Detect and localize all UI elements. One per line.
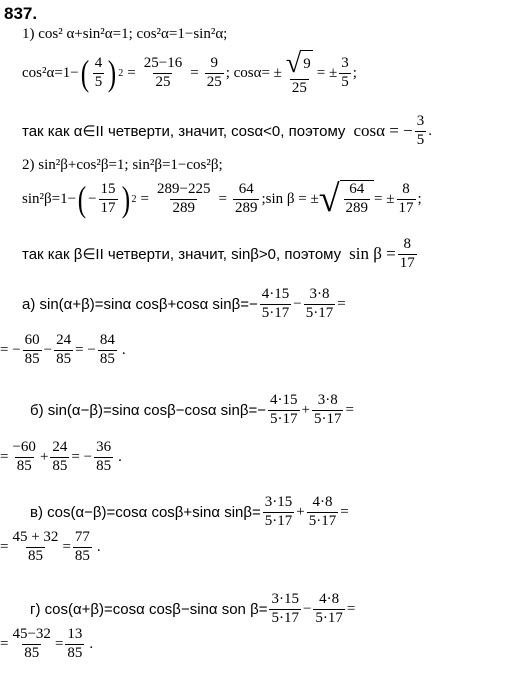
fraction: $\frac{45-32}{85}$ [12,626,51,661]
fraction: $\frac{4\cdot 15}{5\cdot 17}$ [261,286,290,321]
left-paren: ( [77,179,87,219]
fraction: $\frac{9}{25}$ [206,55,222,90]
part-a-line1: а) sin(α+β)=sinα cosβ+cosα sinβ=− $\frac{4\cdot 15}{5\cdot 17}$ − $\frac{3\cdot 8}{5\cdot 17}$ = [22,286,346,321]
fraction: $\frac{3}{5}$ [341,55,349,90]
part-b-line1: б) sin(α−β)=sinα cosβ−cosα sinβ=− $\frac{4\cdot 15}{5\cdot 17}$ + $\frac{3\cdot 8}{5\cdot 17}$ = [30,392,354,427]
fraction: $\frac{25-16}{25}$ [143,55,183,90]
expr-text: а) sin(α+β)=sinα cosβ+cosα sinβ=− [22,295,258,313]
fraction: $\frac{60}{85}$ [24,332,40,367]
fraction: $\frac{-60}{85}$ [12,439,36,474]
fraction: $\frac{8}{17}$ [398,180,414,216]
right-paren: ) [121,179,130,219]
left-paren: ( [80,53,89,94]
part2-conclusion-line [22,237,419,272]
part2-sin-line: sin²β=1− ( − $\frac{15}{17}$ ) 2 = $\frac{289-225}{289}$ = $\frac{64}{289}$ ;sin β = ± √ $\frac{64}{289}$ = ± $\frac{8}{17}$ ; [22,178,422,220]
expr-text: = ± [374,190,395,207]
expr-text: sin²β=1− [22,190,77,207]
fraction: $\frac{4\cdot 15}{5\cdot 17}$ [270,392,298,427]
fraction: $\frac{3\cdot 15}{5\cdot 17}$ [271,591,299,626]
fraction: $\frac{45 + 32}{85}$ [12,529,59,564]
fraction: $\frac{13}{85}$ [67,626,83,661]
sqrt-fraction: √ 9 25 [285,48,311,96]
fraction: $\frac{3\cdot 8}{5\cdot 17}$ [305,286,334,321]
fraction: $\frac{15}{17}$ [100,180,116,216]
expr-text: = ± [316,64,338,81]
square-root: √ $\frac{64}{289}$ [319,180,374,218]
fraction: $\frac{36}{85}$ [96,439,112,474]
conclusion-text: так как β∈II четверти, значит, sinβ>0, поэтому [22,246,342,264]
fraction: $\frac{84}{85}$ [99,332,115,367]
conclusion-text: так как α∈II четверти, значит, cosα<0, поэтому [22,123,346,141]
right-paren: ) [108,53,117,94]
part2-identity-line: 2) sin²β+cos²β=1; sin²β=1−cos²β; [22,157,223,173]
expr-text: cos²α=1− [22,64,79,81]
fraction: $\frac{8}{17}$ [399,236,415,271]
expr-text: ;sin β = ± [261,190,319,207]
part1-conclusion-line: так как α∈II четверти, значит, cosα<0, поэтому cosα = − $\frac{3}{5}$ . [22,113,432,148]
fraction: $\frac{3}{5}$ [416,113,425,148]
fraction: $\frac{4\cdot 8}{5\cdot 17}$ [308,494,337,529]
fraction: $\frac{24}{85}$ [56,332,72,367]
part1-cos-line: cos²α=1− ( $\frac{4}{5}$ ) 2 = $\frac{25-16}{25}$ = $\frac{9}{25}$ ; cosα= ± √ 9 25 = ± $\frac{3}{5}$ ; [22,48,357,96]
expr-text: г) cos(α+β)=cosα cosβ−sinα son β= [30,600,268,618]
part-d-line1: г) cos(α+β)=cosα cosβ−sinα son β= $\frac{3\cdot 15}{5\cdot 17}$ − $\frac{4\cdot 8}{5\cdot 17}$ = [30,591,356,626]
part-a-line2: = − $\frac{60}{85}$ − $\frac{24}{85}$ = − $\frac{84}{85}$ . [0,332,126,367]
part-b-line2: = $\frac{-60}{85}$ + $\frac{24}{85}$ = − $\frac{36}{85}$ . [0,439,122,474]
fraction: $\frac{4\cdot 8}{5\cdot 17}$ [315,591,343,626]
expr-text: б) sin(α−β)=sinα cosβ−cosα sinβ=− [30,401,266,419]
part-c-line2: = $\frac{45 + 32}{85}$ = $\frac{77}{85}$ . [0,529,101,564]
fraction: $\frac{3\cdot 8}{5\cdot 17}$ [313,392,342,427]
part1-identity-line: 1) cos² α+sin²α=1; cos²α=1−sin²α; [22,26,228,42]
fraction: $\frac{77}{85}$ [74,529,90,564]
fraction: $\frac{4}{5}$ [94,55,103,90]
fraction: $\frac{3\cdot 15}{5\cdot 17}$ [264,494,293,529]
expr-text: ; cosα= ± [225,64,282,81]
expr-text: в) cos(α−β)=cosα cosβ+sinα sinβ= [30,503,261,521]
part-c-line1: в) cos(α−β)=cosα cosβ+sinα sinβ= $\frac{3\cdot 15}{5\cdot 17}$ + $\frac{4\cdot 8}{5\cdot 17}$ = [30,494,349,529]
part-d-line2: = $\frac{45-32}{85}$ = $\frac{13}{85}$ . [0,626,94,661]
fraction: $\frac{24}{85}$ [52,439,68,474]
expr-text: cosα = − [353,121,413,141]
expr-text: sin β = [349,244,396,264]
fraction: $\frac{64}{289}$ [234,180,258,216]
fraction: $\frac{289-225}{289}$ [157,180,211,216]
problem-number: 837. [4,4,38,23]
